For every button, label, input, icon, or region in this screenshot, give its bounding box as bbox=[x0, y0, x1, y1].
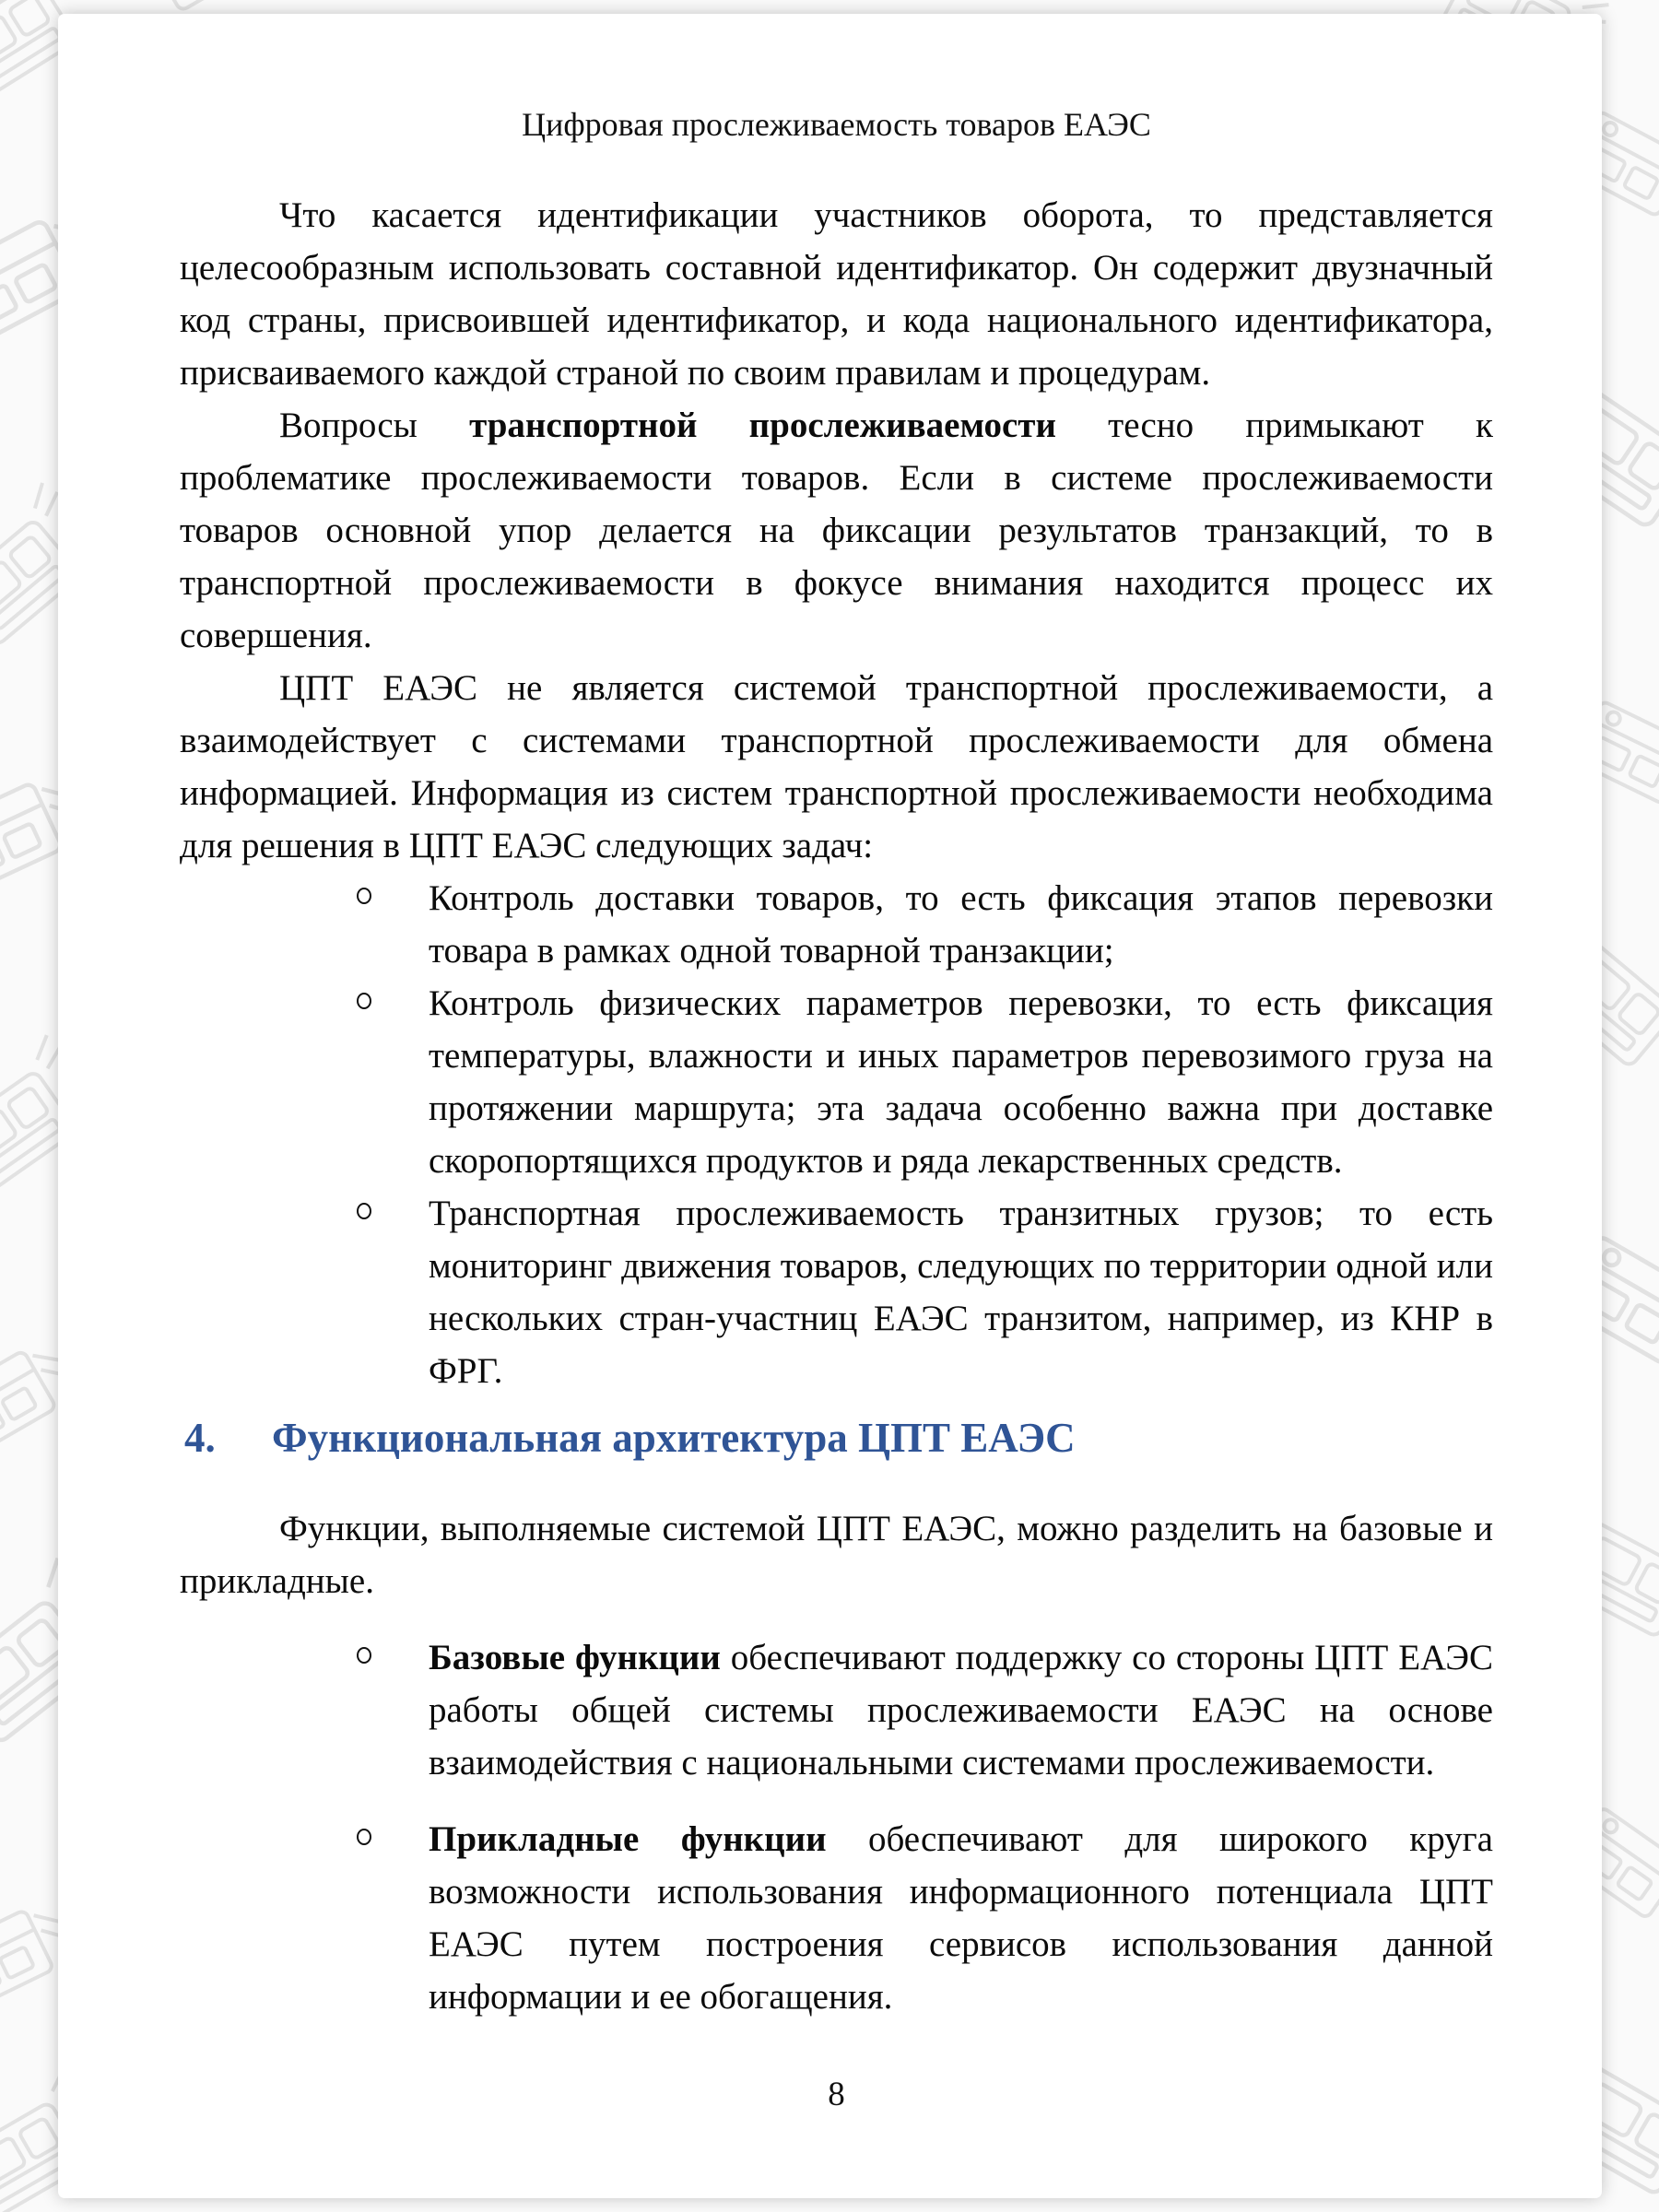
circle-bullet-icon bbox=[357, 993, 371, 1009]
list-item bbox=[180, 872, 1493, 977]
text-run: обеспечивают для широкого круга возможности использования информационного потенциала ЦПТ ЕАЭС путем построения сервисов использования данной информации и ее обогащения. bbox=[429, 1819, 1493, 2017]
text-run-bold: Прикладные функции bbox=[429, 1819, 827, 1859]
functions-list bbox=[180, 1631, 1493, 2023]
list-item-text: Контроль доставки товаров, то есть фиксация этапов перевозки товара в рамках одной товарной транзакции; bbox=[429, 878, 1493, 971]
running-header: Цифровая прослеживаемость товаров ЕАЭС bbox=[522, 106, 1151, 143]
text-run: тесно примыкают к проблематике прослеживаемости товаров. Если в системе прослеживаемости товаров основной упор делается на фиксации результатов транзакций, то в транспортной прослеживаемости в фокусе внимания находится процесс их совершения. bbox=[180, 406, 1493, 655]
text-run: Вопросы bbox=[279, 406, 470, 445]
list-item bbox=[180, 1631, 1493, 1789]
transport-tasks-list bbox=[180, 872, 1493, 1397]
paragraph-transport-traceability bbox=[180, 399, 1493, 662]
section-title: Функциональная архитектура ЦПТ ЕАЭС bbox=[272, 1415, 1076, 1461]
text-run-bold: транспортной прослеживаемости bbox=[469, 406, 1056, 445]
page-number: 8 bbox=[828, 2076, 845, 2113]
list-item-text bbox=[429, 1819, 1493, 2017]
circle-bullet-icon bbox=[357, 1829, 371, 1845]
section-heading bbox=[180, 1410, 1493, 1465]
paragraph-functions: Функции, выполняемые системой ЦПТ ЕАЭС, можно разделить на базовые и прикладные. bbox=[180, 1509, 1493, 1601]
paragraph-cpt-interaction: ЦПТ ЕАЭС не является системой транспортной прослеживаемости, а взаимодействует с системами транспортной прослеживаемости для обмена информацией. Информация из систем транспортной прослеживаемости необходима для решения в ЦПТ ЕАЭС следующих задач: bbox=[180, 668, 1493, 865]
list-item-text bbox=[429, 1638, 1493, 1783]
list-item bbox=[180, 977, 1493, 1187]
text-run-bold: Базовые функции bbox=[429, 1638, 721, 1677]
paragraph-identification: Что касается идентификации участников оборота, то представляется целесообразным использовать составной идентификатор. Он содержит двузначный код страны, присвоившей идентификатор, и кода национального идентификатора, присваиваемого каждой страной по своим правилам и процедурам. bbox=[180, 195, 1493, 393]
circle-bullet-icon bbox=[357, 1203, 371, 1219]
circle-bullet-icon bbox=[357, 1647, 371, 1664]
circle-bullet-icon bbox=[357, 888, 371, 904]
document-page bbox=[58, 14, 1602, 2198]
list-item bbox=[180, 1813, 1493, 2023]
text-run: обеспечивают поддержку со стороны ЦПТ ЕАЭС работы общей системы прослеживаемости ЕАЭС на основе взаимодействия с национальными системами прослеживаемости. bbox=[429, 1638, 1493, 1783]
section-number: 4. bbox=[184, 1415, 216, 1461]
list-item-text: Контроль физических параметров перевозки, то есть фиксация температуры, влажности и иных параметров перевозимого груза на протяжении маршрута; эта задача особенно важна при доставке скоропортящихся продуктов и ряда лекарственных средств. bbox=[429, 983, 1493, 1181]
list-item bbox=[180, 1187, 1493, 1397]
list-item-text: Транспортная прослеживаемость транзитных грузов; то есть мониторинг движения товаров, следующих по территории одной или нескольких стран-участниц ЕАЭС транзитом, например, из КНР в ФРГ. bbox=[429, 1194, 1493, 1391]
